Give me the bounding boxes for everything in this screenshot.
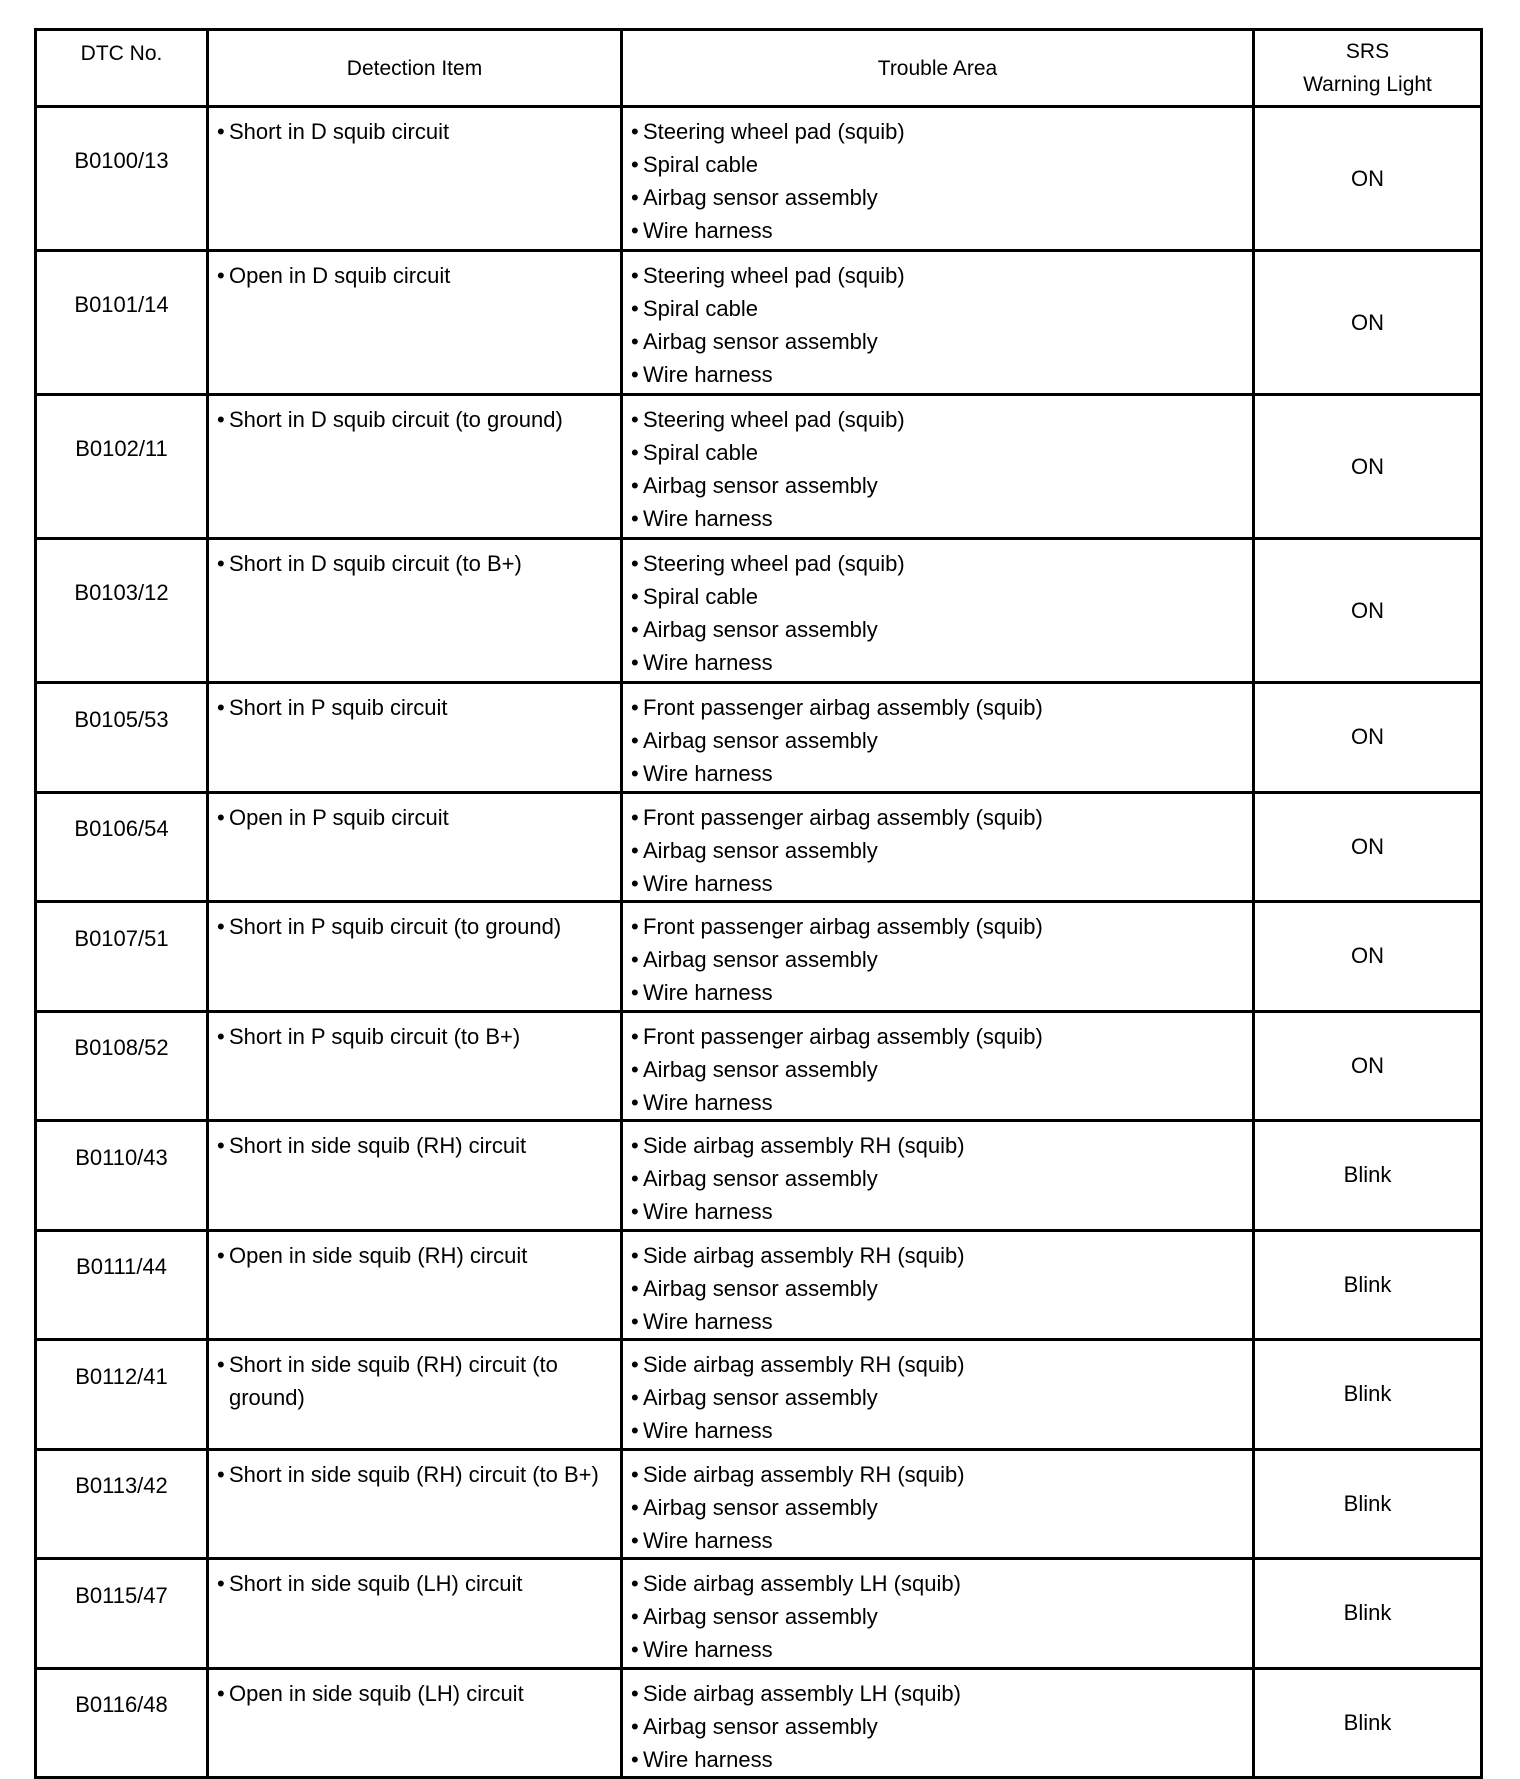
- detection-item-list: [217, 547, 614, 580]
- dtc-code: B0103/12: [36, 539, 208, 683]
- trouble-area-item: • Spiral cable: [631, 436, 1246, 469]
- detection-item-cell: [208, 1230, 622, 1340]
- trouble-area-item: • Spiral cable: [631, 148, 1246, 181]
- trouble-area-cell: [622, 683, 1254, 793]
- srs-warning-light-status: Blink: [1254, 1340, 1482, 1450]
- detection-item: • Short in side squib (RH) circuit: [217, 1129, 614, 1162]
- trouble-area-cell: [622, 1559, 1254, 1669]
- srs-warning-light-status: Blink: [1254, 1121, 1482, 1231]
- trouble-area-item: • Wire harness: [631, 502, 1246, 535]
- detection-item-list: [217, 691, 614, 724]
- detection-item: • Short in D squib circuit (to ground): [217, 403, 614, 436]
- srs-warning-light-status: Blink: [1254, 1449, 1482, 1559]
- detection-item-cell: [208, 1121, 622, 1231]
- detection-item-cell: [208, 1668, 622, 1778]
- trouble-area-item: • Airbag sensor assembly: [631, 181, 1246, 214]
- table-row: [36, 902, 1482, 1012]
- srs-warning-light-status: ON: [1254, 251, 1482, 395]
- trouble-area-item: • Front passenger airbag assembly (squib): [631, 691, 1246, 724]
- trouble-area-item: • Wire harness: [631, 646, 1246, 679]
- detection-item-list: [217, 1567, 614, 1600]
- detection-item-list: [217, 1129, 614, 1162]
- trouble-area-item: • Front passenger airbag assembly (squib): [631, 1020, 1246, 1053]
- table-row: [36, 251, 1482, 395]
- table-row: [36, 1121, 1482, 1231]
- detection-item-cell: [208, 107, 622, 251]
- table-row: [36, 107, 1482, 251]
- detection-item-list: [217, 1239, 614, 1272]
- trouble-area-cell: [622, 1011, 1254, 1121]
- detection-item: • Short in side squib (RH) circuit (to B+): [217, 1458, 614, 1491]
- table-row: [36, 1449, 1482, 1559]
- trouble-area-cell: [622, 251, 1254, 395]
- trouble-area-item: • Side airbag assembly LH (squib): [631, 1567, 1246, 1600]
- trouble-area-item: • Airbag sensor assembly: [631, 1381, 1246, 1414]
- trouble-area-item: • Side airbag assembly RH (squib): [631, 1129, 1246, 1162]
- detection-item: • Open in side squib (LH) circuit: [217, 1677, 614, 1710]
- trouble-area-list: [631, 910, 1246, 1009]
- trouble-area-item: • Wire harness: [631, 1195, 1246, 1228]
- header-srs-warning-light: [1254, 30, 1482, 107]
- detection-item: • Short in side squib (RH) circuit (to ground): [217, 1348, 614, 1414]
- dtc-code: B0106/54: [36, 792, 208, 902]
- trouble-area-list: [631, 1567, 1246, 1666]
- trouble-area-item: • Front passenger airbag assembly (squib): [631, 801, 1246, 834]
- detection-item-cell: [208, 683, 622, 793]
- table-row: [36, 1230, 1482, 1340]
- detection-item-cell: [208, 1340, 622, 1450]
- trouble-area-item: • Airbag sensor assembly: [631, 613, 1246, 646]
- trouble-area-item: • Airbag sensor assembly: [631, 1272, 1246, 1305]
- trouble-area-cell: [622, 107, 1254, 251]
- srs-warning-light-status: Blink: [1254, 1668, 1482, 1778]
- srs-warning-light-status: ON: [1254, 902, 1482, 1012]
- trouble-area-item: • Airbag sensor assembly: [631, 1491, 1246, 1524]
- table-row: [36, 683, 1482, 793]
- dtc-code: B0108/52: [36, 1011, 208, 1121]
- header-detection-item: Detection Item: [208, 30, 622, 107]
- trouble-area-item: • Airbag sensor assembly: [631, 469, 1246, 502]
- table-row: [36, 1340, 1482, 1450]
- trouble-area-cell: [622, 1230, 1254, 1340]
- trouble-area-item: • Airbag sensor assembly: [631, 834, 1246, 867]
- table-row: [36, 1668, 1482, 1778]
- trouble-area-list: [631, 1239, 1246, 1338]
- detection-item-list: [217, 115, 614, 148]
- trouble-area-list: [631, 1677, 1246, 1776]
- trouble-area-item: • Airbag sensor assembly: [631, 1710, 1246, 1743]
- trouble-area-cell: [622, 1121, 1254, 1231]
- dtc-code: B0116/48: [36, 1668, 208, 1778]
- trouble-area-item: • Airbag sensor assembly: [631, 1053, 1246, 1086]
- trouble-area-item: • Spiral cable: [631, 580, 1246, 613]
- detection-item: • Short in P squib circuit (to B+): [217, 1020, 614, 1053]
- detection-item: • Short in D squib circuit (to B+): [217, 547, 614, 580]
- detection-item: • Short in D squib circuit: [217, 115, 614, 148]
- detection-item-list: [217, 910, 614, 943]
- detection-item-list: [217, 403, 614, 436]
- srs-warning-light-status: ON: [1254, 539, 1482, 683]
- detection-item: • Open in P squib circuit: [217, 801, 614, 834]
- trouble-area-cell: [622, 1449, 1254, 1559]
- trouble-area-item: • Airbag sensor assembly: [631, 943, 1246, 976]
- trouble-area-cell: [622, 792, 1254, 902]
- detection-item-cell: [208, 251, 622, 395]
- dtc-code: B0110/43: [36, 1121, 208, 1231]
- trouble-area-item: • Airbag sensor assembly: [631, 1600, 1246, 1633]
- detection-item-list: [217, 1020, 614, 1053]
- detection-item-list: [217, 259, 614, 292]
- trouble-area-cell: [622, 395, 1254, 539]
- dtc-code: B0112/41: [36, 1340, 208, 1450]
- trouble-area-item: • Wire harness: [631, 1414, 1246, 1447]
- detection-item-cell: [208, 1011, 622, 1121]
- header-srs-line2: Warning Light: [1303, 73, 1432, 96]
- trouble-area-list: [631, 1020, 1246, 1119]
- trouble-area-item: • Side airbag assembly LH (squib): [631, 1677, 1246, 1710]
- trouble-area-item: • Side airbag assembly RH (squib): [631, 1348, 1246, 1381]
- srs-warning-light-status: Blink: [1254, 1559, 1482, 1669]
- trouble-area-list: [631, 801, 1246, 900]
- table-row: [36, 395, 1482, 539]
- dtc-code: B0111/44: [36, 1230, 208, 1340]
- trouble-area-item: • Steering wheel pad (squib): [631, 115, 1246, 148]
- trouble-area-list: [631, 547, 1246, 679]
- detection-item-list: [217, 1677, 614, 1710]
- trouble-area-item: • Airbag sensor assembly: [631, 325, 1246, 358]
- trouble-area-list: [631, 1458, 1246, 1557]
- trouble-area-item: • Wire harness: [631, 214, 1246, 247]
- srs-warning-light-status: ON: [1254, 683, 1482, 793]
- dtc-code: B0105/53: [36, 683, 208, 793]
- trouble-area-item: • Steering wheel pad (squib): [631, 403, 1246, 436]
- detection-item-list: [217, 1458, 614, 1491]
- trouble-area-item: • Steering wheel pad (squib): [631, 259, 1246, 292]
- trouble-area-list: [631, 691, 1246, 790]
- trouble-area-item: • Wire harness: [631, 1524, 1246, 1557]
- dtc-code: B0100/13: [36, 107, 208, 251]
- trouble-area-list: [631, 403, 1246, 535]
- srs-warning-light-status: Blink: [1254, 1230, 1482, 1340]
- header-trouble-area: Trouble Area: [622, 30, 1254, 107]
- trouble-area-item: • Wire harness: [631, 976, 1246, 1009]
- srs-warning-light-status: ON: [1254, 107, 1482, 251]
- trouble-area-item: • Steering wheel pad (squib): [631, 547, 1246, 580]
- detection-item-cell: [208, 1449, 622, 1559]
- header-row: [36, 30, 1482, 107]
- trouble-area-item: • Wire harness: [631, 1086, 1246, 1119]
- trouble-area-item: • Wire harness: [631, 358, 1246, 391]
- srs-warning-light-status: ON: [1254, 1011, 1482, 1121]
- header-srs-line1: SRS: [1345, 40, 1390, 63]
- detection-item-cell: [208, 902, 622, 1012]
- detection-item-cell: [208, 539, 622, 683]
- trouble-area-item: • Wire harness: [631, 867, 1246, 900]
- detection-item-cell: [208, 1559, 622, 1669]
- trouble-area-item: • Wire harness: [631, 1305, 1246, 1338]
- trouble-area-item: • Side airbag assembly RH (squib): [631, 1458, 1246, 1491]
- detection-item-cell: [208, 792, 622, 902]
- trouble-area-list: [631, 259, 1246, 391]
- trouble-area-item: • Side airbag assembly RH (squib): [631, 1239, 1246, 1272]
- table-row: [36, 1559, 1482, 1669]
- trouble-area-list: [631, 1348, 1246, 1447]
- srs-warning-light-status: ON: [1254, 792, 1482, 902]
- header-dtc-no: DTC No.: [36, 30, 208, 107]
- detection-item-list: [217, 801, 614, 834]
- dtc-code: B0101/14: [36, 251, 208, 395]
- dtc-code: B0102/11: [36, 395, 208, 539]
- table-row: [36, 539, 1482, 683]
- trouble-area-item: • Wire harness: [631, 1743, 1246, 1776]
- trouble-area-item: • Airbag sensor assembly: [631, 1162, 1246, 1195]
- trouble-area-cell: [622, 1340, 1254, 1450]
- trouble-area-cell: [622, 539, 1254, 683]
- detection-item: • Short in P squib circuit: [217, 691, 614, 724]
- detection-item-cell: [208, 395, 622, 539]
- detection-item: • Short in side squib (LH) circuit: [217, 1567, 614, 1600]
- table-row: [36, 792, 1482, 902]
- table-row: [36, 1011, 1482, 1121]
- trouble-area-list: [631, 115, 1246, 247]
- dtc-table: [34, 28, 1483, 1779]
- trouble-area-list: [631, 1129, 1246, 1228]
- trouble-area-item: • Spiral cable: [631, 292, 1246, 325]
- dtc-code: B0115/47: [36, 1559, 208, 1669]
- dtc-code: B0113/42: [36, 1449, 208, 1559]
- srs-warning-light-status: ON: [1254, 395, 1482, 539]
- detection-item-list: [217, 1348, 614, 1414]
- trouble-area-cell: [622, 1668, 1254, 1778]
- dtc-code: B0107/51: [36, 902, 208, 1012]
- trouble-area-item: • Front passenger airbag assembly (squib): [631, 910, 1246, 943]
- detection-item: • Short in P squib circuit (to ground): [217, 910, 614, 943]
- trouble-area-item: • Airbag sensor assembly: [631, 724, 1246, 757]
- trouble-area-item: • Wire harness: [631, 1633, 1246, 1666]
- trouble-area-cell: [622, 902, 1254, 1012]
- trouble-area-item: • Wire harness: [631, 757, 1246, 790]
- detection-item: • Open in side squib (RH) circuit: [217, 1239, 614, 1272]
- detection-item: • Open in D squib circuit: [217, 259, 614, 292]
- table-body: [36, 107, 1482, 1778]
